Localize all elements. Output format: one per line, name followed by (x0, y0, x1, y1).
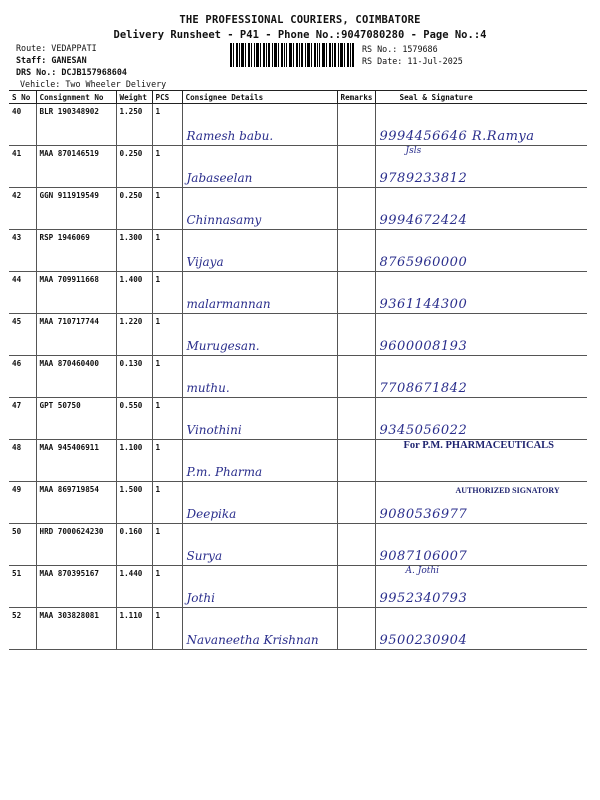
receiver-signature: 9500230904 (379, 633, 468, 648)
cell-pcs: 1 (152, 524, 182, 566)
authorized-stamp: AUTHORIZED SIGNATORY (455, 486, 560, 495)
cell-remarks (337, 230, 375, 272)
cell-consignment: GGN 911919549 (36, 188, 116, 230)
cell-consignment: GPT 50750 (36, 398, 116, 440)
cell-consignment: MAA 303828081 (36, 608, 116, 650)
cell-pcs: 1 (152, 440, 182, 482)
cell-sno: 43 (9, 230, 36, 272)
cell-consignee (182, 314, 337, 356)
cell-remarks (337, 188, 375, 230)
cell-sno: 41 (9, 146, 36, 188)
cell-pcs: 1 (152, 188, 182, 230)
cell-pcs: 1 (152, 566, 182, 608)
drs-label: DRS No.: (16, 67, 57, 77)
cell-signature (375, 188, 587, 230)
cell-consignee (182, 104, 337, 146)
cell-signature (375, 230, 587, 272)
cell-weight: 0.160 (116, 524, 152, 566)
cell-consignee (182, 146, 337, 188)
rs-number: RS No.: 1579686 (362, 44, 438, 54)
cell-sno: 51 (9, 566, 36, 608)
cell-consignment: HRD 7000624230 (36, 524, 116, 566)
signature-mark: Jsls (405, 146, 422, 156)
cell-pcs: 1 (152, 608, 182, 650)
col-consignee: Consignee Details (182, 91, 337, 104)
cell-weight: 0.550 (116, 398, 152, 440)
cell-remarks (337, 482, 375, 524)
receiver-signature: 9789233812 (379, 171, 468, 186)
cell-consignee (182, 188, 337, 230)
cell-consignment: MAA 869719854 (36, 482, 116, 524)
cell-pcs: 1 (152, 104, 182, 146)
table-row (9, 398, 587, 440)
consignee-name: Chinnasamy (186, 213, 262, 227)
cell-consignee (182, 398, 337, 440)
table-row (9, 314, 587, 356)
consignee-name: Surya (186, 549, 223, 563)
staff-line (16, 54, 166, 66)
receiver-signature: 9952340793 (379, 591, 468, 606)
cell-signature (375, 482, 587, 524)
table-row (9, 356, 587, 398)
table-row (9, 608, 587, 650)
cell-consignment: MAA 870395167 (36, 566, 116, 608)
consignee-name: Vijaya (186, 255, 224, 269)
table-row (9, 440, 587, 482)
cell-weight: 0.130 (116, 356, 152, 398)
cell-pcs: 1 (152, 356, 182, 398)
cell-sno: 47 (9, 398, 36, 440)
cell-signature (375, 356, 587, 398)
col-sno: S No (9, 91, 36, 104)
staff-label: Staff: (16, 55, 47, 65)
consignee-name: Ramesh babu. (186, 129, 274, 143)
cell-consignment: RSP 1946069 (36, 230, 116, 272)
cell-weight: 1.100 (116, 440, 152, 482)
receiver-signature: 9994456646 R.Ramya (379, 129, 535, 144)
cell-signature (375, 440, 587, 482)
cell-consignee (182, 356, 337, 398)
signature-mark: A. Jothi (405, 566, 440, 576)
receiver-signature: 9087106007 (379, 549, 468, 564)
cell-signature (375, 104, 587, 146)
col-signature: Seal & Signature (375, 91, 587, 104)
table-row (9, 566, 587, 608)
cell-consignee (182, 230, 337, 272)
cell-signature (375, 272, 587, 314)
cell-sno: 48 (9, 440, 36, 482)
cell-sno: 52 (9, 608, 36, 650)
col-remarks: Remarks (337, 91, 375, 104)
cell-remarks (337, 314, 375, 356)
cell-consignment: MAA 709911668 (36, 272, 116, 314)
cell-sno: 42 (9, 188, 36, 230)
route-info (16, 42, 166, 90)
cell-signature (375, 398, 587, 440)
cell-remarks (337, 398, 375, 440)
cell-consignee (182, 524, 337, 566)
cell-sno: 50 (9, 524, 36, 566)
consignee-name: Deepika (186, 507, 237, 521)
cell-sno: 45 (9, 314, 36, 356)
consignee-name: P.m. Pharma (186, 465, 263, 479)
cell-signature (375, 608, 587, 650)
table-row (9, 104, 587, 146)
cell-consignment: MAA 945406911 (36, 440, 116, 482)
cell-pcs: 1 (152, 146, 182, 188)
cell-consignment: MAA 870146519 (36, 146, 116, 188)
cell-pcs: 1 (152, 482, 182, 524)
drs-value: DCJB157968604 (61, 67, 127, 77)
receiver-signature: 9361144300 (379, 297, 468, 312)
consignee-name: Jabaseelan (186, 171, 253, 185)
cell-signature (375, 524, 587, 566)
cell-pcs: 1 (152, 314, 182, 356)
cell-consignee (182, 482, 337, 524)
receiver-signature: 9994672424 (379, 213, 468, 228)
cell-consignment: MAA 710717744 (36, 314, 116, 356)
drs-line (16, 66, 166, 78)
company-title: THE PROFESSIONAL COURIERS, COIMBATORE (179, 14, 421, 26)
cell-remarks (337, 272, 375, 314)
consignee-name: Vinothini (186, 423, 242, 437)
receiver-signature: 8765960000 (379, 255, 468, 270)
runsheet-subtitle: Delivery Runsheet - P41 - Phone No.:9047080280 - Page No.:4 (113, 29, 487, 41)
consignee-name: Jothi (186, 591, 215, 605)
cell-remarks (337, 440, 375, 482)
cell-weight: 0.250 (116, 146, 152, 188)
col-pcs: PCS (152, 91, 182, 104)
receiver-signature: 7708671842 (379, 381, 468, 396)
cell-signature (375, 314, 587, 356)
cell-consignment: BLR 190348902 (36, 104, 116, 146)
rs-date: RS Date: 11-Jul-2025 (362, 56, 463, 66)
col-weight: Weight (116, 91, 152, 104)
cell-sno: 46 (9, 356, 36, 398)
cell-consignee (182, 608, 337, 650)
consignee-name: malarmannan (186, 297, 271, 311)
cell-sno: 49 (9, 482, 36, 524)
cell-remarks (337, 146, 375, 188)
cell-remarks (337, 104, 375, 146)
cell-pcs: 1 (152, 272, 182, 314)
cell-sno: 40 (9, 104, 36, 146)
table-row (9, 482, 587, 524)
table-row (9, 230, 587, 272)
table-row (9, 272, 587, 314)
cell-remarks (337, 524, 375, 566)
cell-weight: 1.110 (116, 608, 152, 650)
delivery-table (9, 90, 587, 650)
table-row (9, 188, 587, 230)
cell-weight: 1.440 (116, 566, 152, 608)
cell-weight: 1.400 (116, 272, 152, 314)
table-row (9, 524, 587, 566)
receiver-signature: 9600008193 (379, 339, 468, 354)
cell-remarks (337, 356, 375, 398)
vehicle-line: Vehicle: Two Wheeler Delivery (20, 79, 167, 89)
barcode (230, 43, 354, 67)
cell-weight: 1.220 (116, 314, 152, 356)
cell-remarks (337, 608, 375, 650)
consignee-name: muthu. (186, 381, 230, 395)
col-consignment: Consignment No (36, 91, 116, 104)
consignee-name: Navaneetha Krishnan (186, 633, 319, 647)
route-line: Route: VEDAPPATI (16, 43, 97, 53)
cell-weight: 1.500 (116, 482, 152, 524)
cell-weight: 1.250 (116, 104, 152, 146)
staff-value: GANESAN (51, 55, 87, 65)
cell-pcs: 1 (152, 230, 182, 272)
rs-info (362, 43, 463, 67)
cell-weight: 0.250 (116, 188, 152, 230)
table-header-row (9, 91, 587, 104)
consignee-name: Murugesan. (186, 339, 260, 353)
cell-consignment: MAA 870460400 (36, 356, 116, 398)
cell-remarks (337, 566, 375, 608)
receiver-signature: 9345056022 (379, 423, 468, 438)
cell-weight: 1.300 (116, 230, 152, 272)
receiver-signature: 9080536977 (379, 507, 468, 522)
cell-consignee (182, 440, 337, 482)
cell-pcs: 1 (152, 398, 182, 440)
cell-signature (375, 146, 587, 188)
table-row (9, 146, 587, 188)
cell-consignee (182, 566, 337, 608)
cell-consignee (182, 272, 337, 314)
cell-sno: 44 (9, 272, 36, 314)
cell-signature (375, 566, 587, 608)
company-stamp: For P.M. PHARMACEUTICALS (403, 440, 555, 451)
